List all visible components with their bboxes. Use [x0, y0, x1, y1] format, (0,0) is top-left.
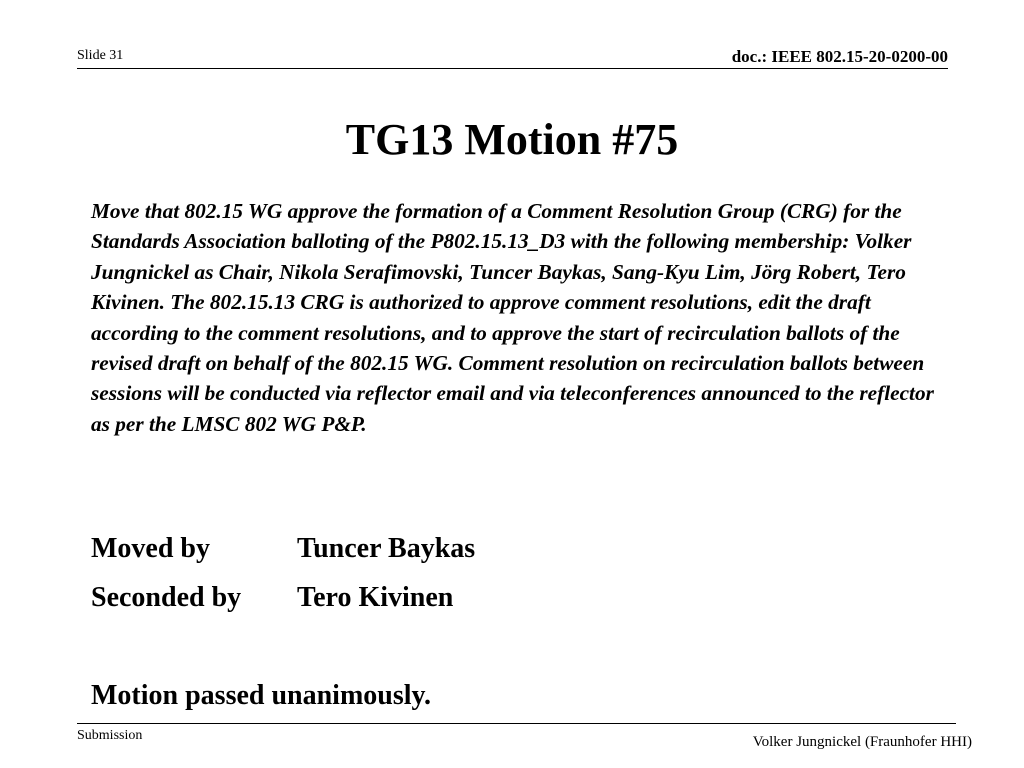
- moved-by-value: Tuncer Baykas: [297, 533, 476, 564]
- moved-by-row: [91, 532, 475, 566]
- header-divider: [77, 68, 948, 69]
- footer-author: Volker Jungnickel (Fraunhofer HHI): [752, 734, 972, 750]
- seconded-by-label: Seconded by: [91, 582, 242, 613]
- document-id: doc.: IEEE 802.15-20-0200-00: [731, 47, 948, 66]
- footer-submission: Submission: [77, 728, 143, 743]
- motion-body: Move that 802.15 WG approve the formation of a Comment Resolution Group (CRG) for the Standards Association balloting of the P802.15.13_D3 with the following membership: Volker Jungnickel as Chair, Nikola Serafimovski, Tuncer Baykas, Sang-Kyu Lim, Jörg Robert, Tero Kivinen. The 802.15.13 CRG is authorized to approve comment resolutions, edit the draft according to the comment resolutions, and to approve the start of recirculation ballots of the revised draft on behalf of the 802.15 WG. Comment resolution on recirculation ballots between sessions will be conducted via reflector email and via teleconferences announced to the reflector as per the LMSC 802 WG P&P.: [91, 199, 934, 436]
- page-title: TG13 Motion #75: [345, 115, 679, 164]
- seconded-by-value: Tero Kivinen: [297, 582, 454, 613]
- moved-by-label: Moved by: [91, 533, 210, 564]
- footer-divider: [77, 723, 956, 724]
- seconded-by-row: [91, 581, 453, 615]
- motion-result: Motion passed unanimously.: [91, 680, 431, 711]
- slide-number: Slide 31: [77, 48, 124, 63]
